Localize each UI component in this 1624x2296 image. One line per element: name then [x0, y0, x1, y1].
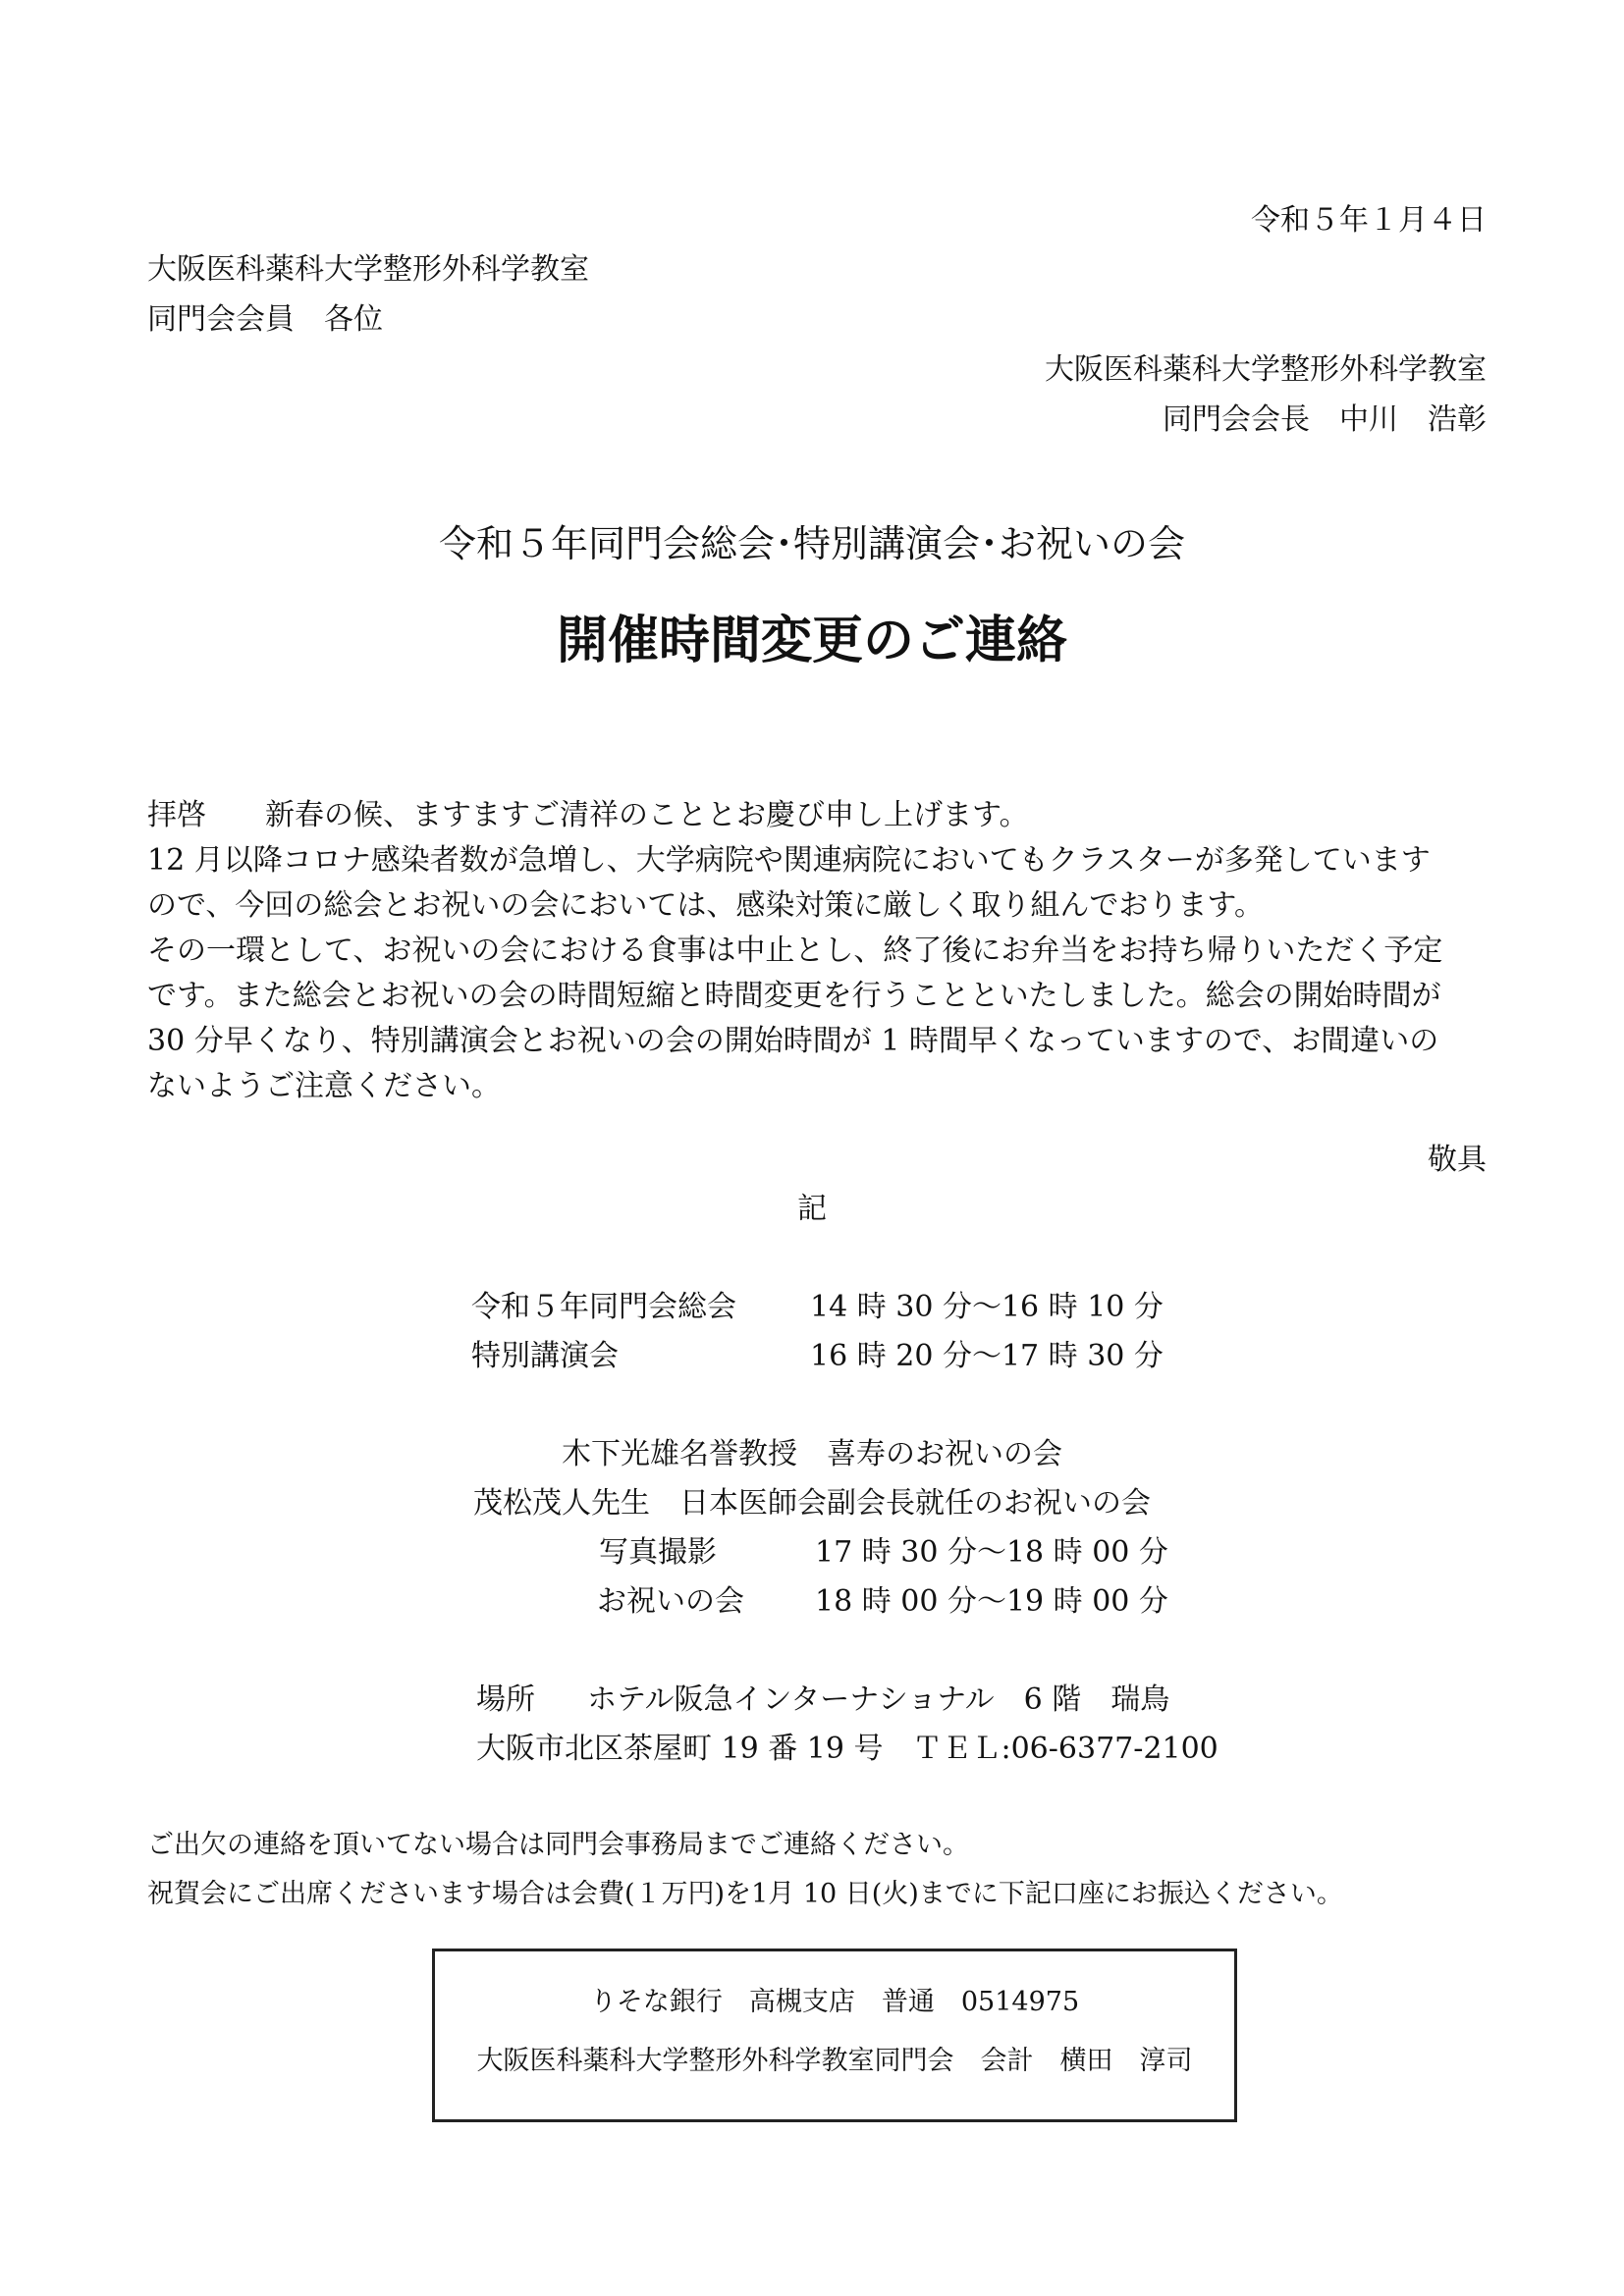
closing-salutation: 敬具 — [1428, 1143, 1487, 1177]
celebration-title-2: 茂松茂人先生 日本医師会副会長就任のお祝いの会 — [473, 1486, 1151, 1521]
attendance-note: ご出欠の連絡を頂いてない場合は同門会事務局までご連絡ください。 — [147, 1830, 969, 1860]
body-line: ので、今回の総会とお祝いの会においては、感染対策に厳しく取り組んでおります。 — [147, 888, 1264, 923]
venue-address: 大阪市北区茶屋町 19 番 19 号 ＴＥＬ:06-6377-2100 — [476, 1732, 1218, 1766]
notation-heading: 記 — [797, 1192, 827, 1226]
bank-account-number: りそな銀行 高槻支店 普通 0514975 — [589, 1987, 1080, 2017]
page-title: 開催時間変更のご連絡 — [556, 612, 1067, 670]
photo-session-time: 17 時 30 分～18 時 00 分 — [815, 1535, 1168, 1570]
bank-account-box — [432, 1949, 1237, 2122]
sender-organization: 大阪医科薬科大学整形外科学教室 — [1045, 352, 1487, 387]
body-line: 拝啓 新春の候、ますますご清祥のこととお慶び申し上げます。 — [147, 798, 1029, 832]
photo-session-label: 写真撮影 — [599, 1535, 717, 1570]
payment-note: 祝賀会にご出席くださいます場合は会費(１万円)を1月 10 日(火)までに下記口座にお振込ください。 — [147, 1879, 1343, 1909]
sender-name: 同門会会長 中川 浩彰 — [1163, 402, 1487, 437]
venue-label: 場所 — [476, 1682, 535, 1717]
party-label: お祝いの会 — [597, 1584, 744, 1619]
document-date: 令和５年１月４日 — [1251, 203, 1487, 238]
body-line: 12 月以降コロナ感染者数が急増し、大学病院や関連病院においてもクラスターが多発しています — [147, 843, 1431, 878]
body-line: です。また総会とお祝いの会の時間短縮と時間変更を行うことといたしました。総会の開始時間が — [147, 979, 1441, 1013]
celebration-title-1: 木下光雄名誉教授 喜寿のお祝いの会 — [562, 1437, 1062, 1471]
letter-body — [147, 793, 1483, 1109]
body-line: その一環として、お祝いの会における食事は中止とし、終了後にお弁当をお持ち帰りいただく予定 — [147, 934, 1443, 968]
body-line: ないようご注意ください。 — [147, 1069, 501, 1103]
special-lecture-time: 16 時 20 分～17 時 30 分 — [810, 1339, 1164, 1373]
general-meeting-time: 14 時 30 分～16 時 10 分 — [810, 1290, 1164, 1324]
event-subtitle: 令和５年同門会総会･特別講演会･お祝いの会 — [438, 522, 1185, 565]
special-lecture-label: 特別講演会 — [471, 1339, 619, 1373]
bank-account-holder: 大阪医科薬科大学整形外科学教室同門会 会計 横田 淳司 — [476, 2046, 1193, 2076]
general-meeting-label: 令和５年同門会総会 — [471, 1290, 736, 1324]
recipient-members: 同門会会員 各位 — [147, 302, 383, 337]
party-time: 18 時 00 分～19 時 00 分 — [815, 1584, 1168, 1619]
body-line: 30 分早くなり、特別講演会とお祝いの会の開始時間が 1 時間早くなっていますので、お間違いの — [147, 1024, 1439, 1058]
recipient-organization: 大阪医科薬科大学整形外科学教室 — [147, 252, 589, 287]
venue-name: ホテル阪急インターナショナル 6 階 瑞鳥 — [587, 1682, 1170, 1717]
